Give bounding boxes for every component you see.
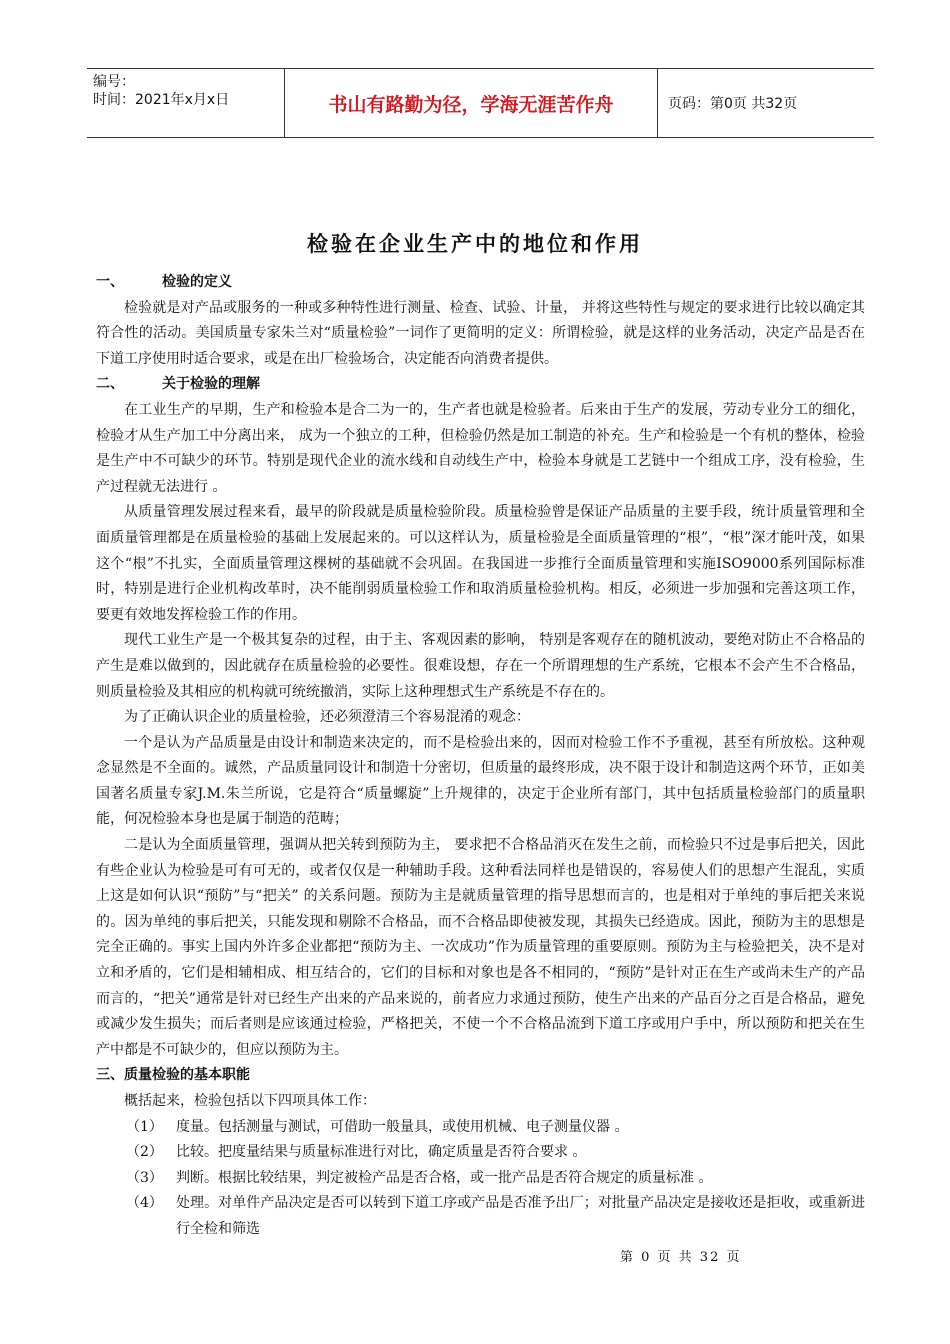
list-text: 比较。把度量结果与质量标准进行对比，确定质量是否符合要求 。 [176, 1144, 587, 1161]
list-number: （4） [126, 1195, 163, 1212]
document-header [87, 68, 874, 138]
section-number: 三、 [96, 1067, 124, 1084]
list-number: （1） [126, 1118, 163, 1135]
section-heading [96, 1063, 865, 1089]
paragraph: 现代工业生产是一个极其复杂的过程，由于主、客观因素的影响， 特别是客观存在的随机波动，要绝对防止不合格品的产生是难以做到的，因此就存在质量检验的必要性。很难设想，存在一个所谓理想的生产系统，它根本不会产生不合格品，则质量检验及其相应的机构就可统统撤消，实际上这种理想式生产系统是不存在的。 [96, 632, 865, 700]
list-text: 度量。包括测量与测试，可借助一般量具，或使用机械、电子测量仪器 。 [176, 1118, 629, 1135]
paragraph: 在工业生产的早期，生产和检验本是合二为一的，生产者也就是检验者。后来由于生产的发展，劳动专业分工的细化，检验才从生产加工中分离出来， 成为一个独立的工种，但检验仍然是加工制造的补充。生产和检验是一个有机的整体，检验是生产中不可缺少的环节。特别是现代企业的流水线和自动线生产中，检验本身就是工艺链中一个组成工序，没有检验，生产过程就无法进行 。 [96, 401, 865, 495]
section-heading [96, 270, 865, 296]
paragraph: 检验就是对产品或服务的一种或多种特性进行测量、检查、试验、计量， 并将这些特性与规定的要求进行比较以确定其符合性的活动。美国质量专家朱兰对“质量检验”一词作了更简明的定义：所谓检验，就是这样的业务活动，决定产品是否在下道工序使用时适合要求，或是在出厂检验场合，决定能否向消费者提供。 [96, 299, 865, 367]
list-number: （3） [126, 1169, 163, 1186]
page-title: 检验在企业生产中的地位和作用 [307, 231, 643, 256]
header-page-info [658, 69, 874, 137]
list-item [96, 1191, 865, 1242]
time-label: 时间：2021年x月x日 [93, 92, 230, 108]
serial-label: 编号： [93, 74, 135, 90]
header-meta [87, 69, 285, 137]
section-title: 关于检验的理解 [162, 376, 260, 393]
list-text: 判断。根据比较结果，判定被检产品是否合格，或一批产品是否符合规定的质量标准 。 [176, 1169, 713, 1186]
paragraph: 概括起来，检验包括以下四项具体工作： [124, 1093, 376, 1109]
paragraph: 为了正确认识企业的质量检验，还必须澄清三个容易混淆的观念： [124, 709, 530, 726]
paragraph: 一个是认为产品质量是由设计和制造来决定的，而不是检验出来的，因而对检验工作不予重视，甚至有所放松。这种观念显然是不全面的。诚然，产品质量同设计和制造十分密切，但质量的最终形成，决不限于设计和制造这两个环节，正如美国著名质量专家J.M.朱兰所说，它是符合“质量螺旋”上升规律的，决定于企业所有部门，其中包括质量检验部门的质量职能，何况检验本身也是属于制造的范畴； [96, 734, 865, 828]
list-item [96, 1140, 865, 1166]
list-number: （2） [126, 1144, 163, 1161]
section-heading [96, 372, 865, 398]
page-footer: 第 0 页 共 32 页 [620, 1250, 742, 1265]
header-motto: 书山有路勤为径，学海无涯苦作舟 [285, 69, 658, 137]
document-body [96, 270, 865, 1243]
section-title: 检验的定义 [162, 274, 232, 290]
list-item [96, 1166, 865, 1192]
section-title: 质量检验的基本职能 [124, 1067, 250, 1084]
list-item [96, 1115, 865, 1141]
page-info-text: 页码：第0页 共32页 [668, 96, 798, 112]
list-text: 处理。对单件产品决定是否可以转到下道工序或产品是否准予出厂；对批量产品决定是接收还是拒收，或重新进行全检和筛选 [176, 1195, 865, 1237]
paragraph: 从质量管理发展过程来看，最早的阶段就是质量检验阶段。质量检验曾是保证产品质量的主要手段，统计质量管理和全面质量管理都是在质量检验的基础上发展起来的。可以这样认为，质量检验是全面质量管理的“根”，“根”深才能叶茂，如果这个“根”不扎实，全面质量管理这棵树的基础就不会巩固。在我国进一步推行全面质量管理和实施ISO9000系列国际标准时，特别是进行企业机构改革时，决不能削弱质量检验工作和取消质量检验机构。相反，必须进一步加强和完善这项工作，要更有效地发挥检验工作的作用。 [96, 504, 865, 623]
paragraph: 二是认为全面质量管理，强调从把关转到预防为主， 要求把不合格品消灭在发生之前，而检验只不过是事后把关，因此有些企业认为检验是可有可无的，或者仅仅是一种辅助手段。这种看法同样也是错误的，容易使人们的思想产生混乱，实质上这是如何认识“预防”与“把关” 的关系问题。预防为主是就质量管理的指导思想而言的，也是相对于单纯的事后把关来说的。因为单纯的事后把关，只能发现和剔除不合格品，而不合格品即使被发现，其损失已经造成。因此，预防为主的思想是完全正确的。事实上国内外许多企业都把“预防为主、一次成功”作为质量管理的重要原则。预防为主与检验把关，决不是对立和矛盾的，它们是相辅相成、相互结合的，它们的目标和对象也是各不相同的，“预防”是针对正在生产或尚未生产的产品而言的，“把关”通常是针对已经生产出来的产品来说的，前者应力求通过预防，使生产出来的产品百分之百是合格品，避免或减少发生损失；而后者则是应该通过检验，严格把关，不使一个不合格品流到下道工序或用户手中，所以预防和把关在生产中都是不可缺少的，但应以预防为主。 [96, 837, 865, 1058]
section-number: 一、 [96, 274, 124, 290]
section-number: 二、 [96, 376, 124, 393]
